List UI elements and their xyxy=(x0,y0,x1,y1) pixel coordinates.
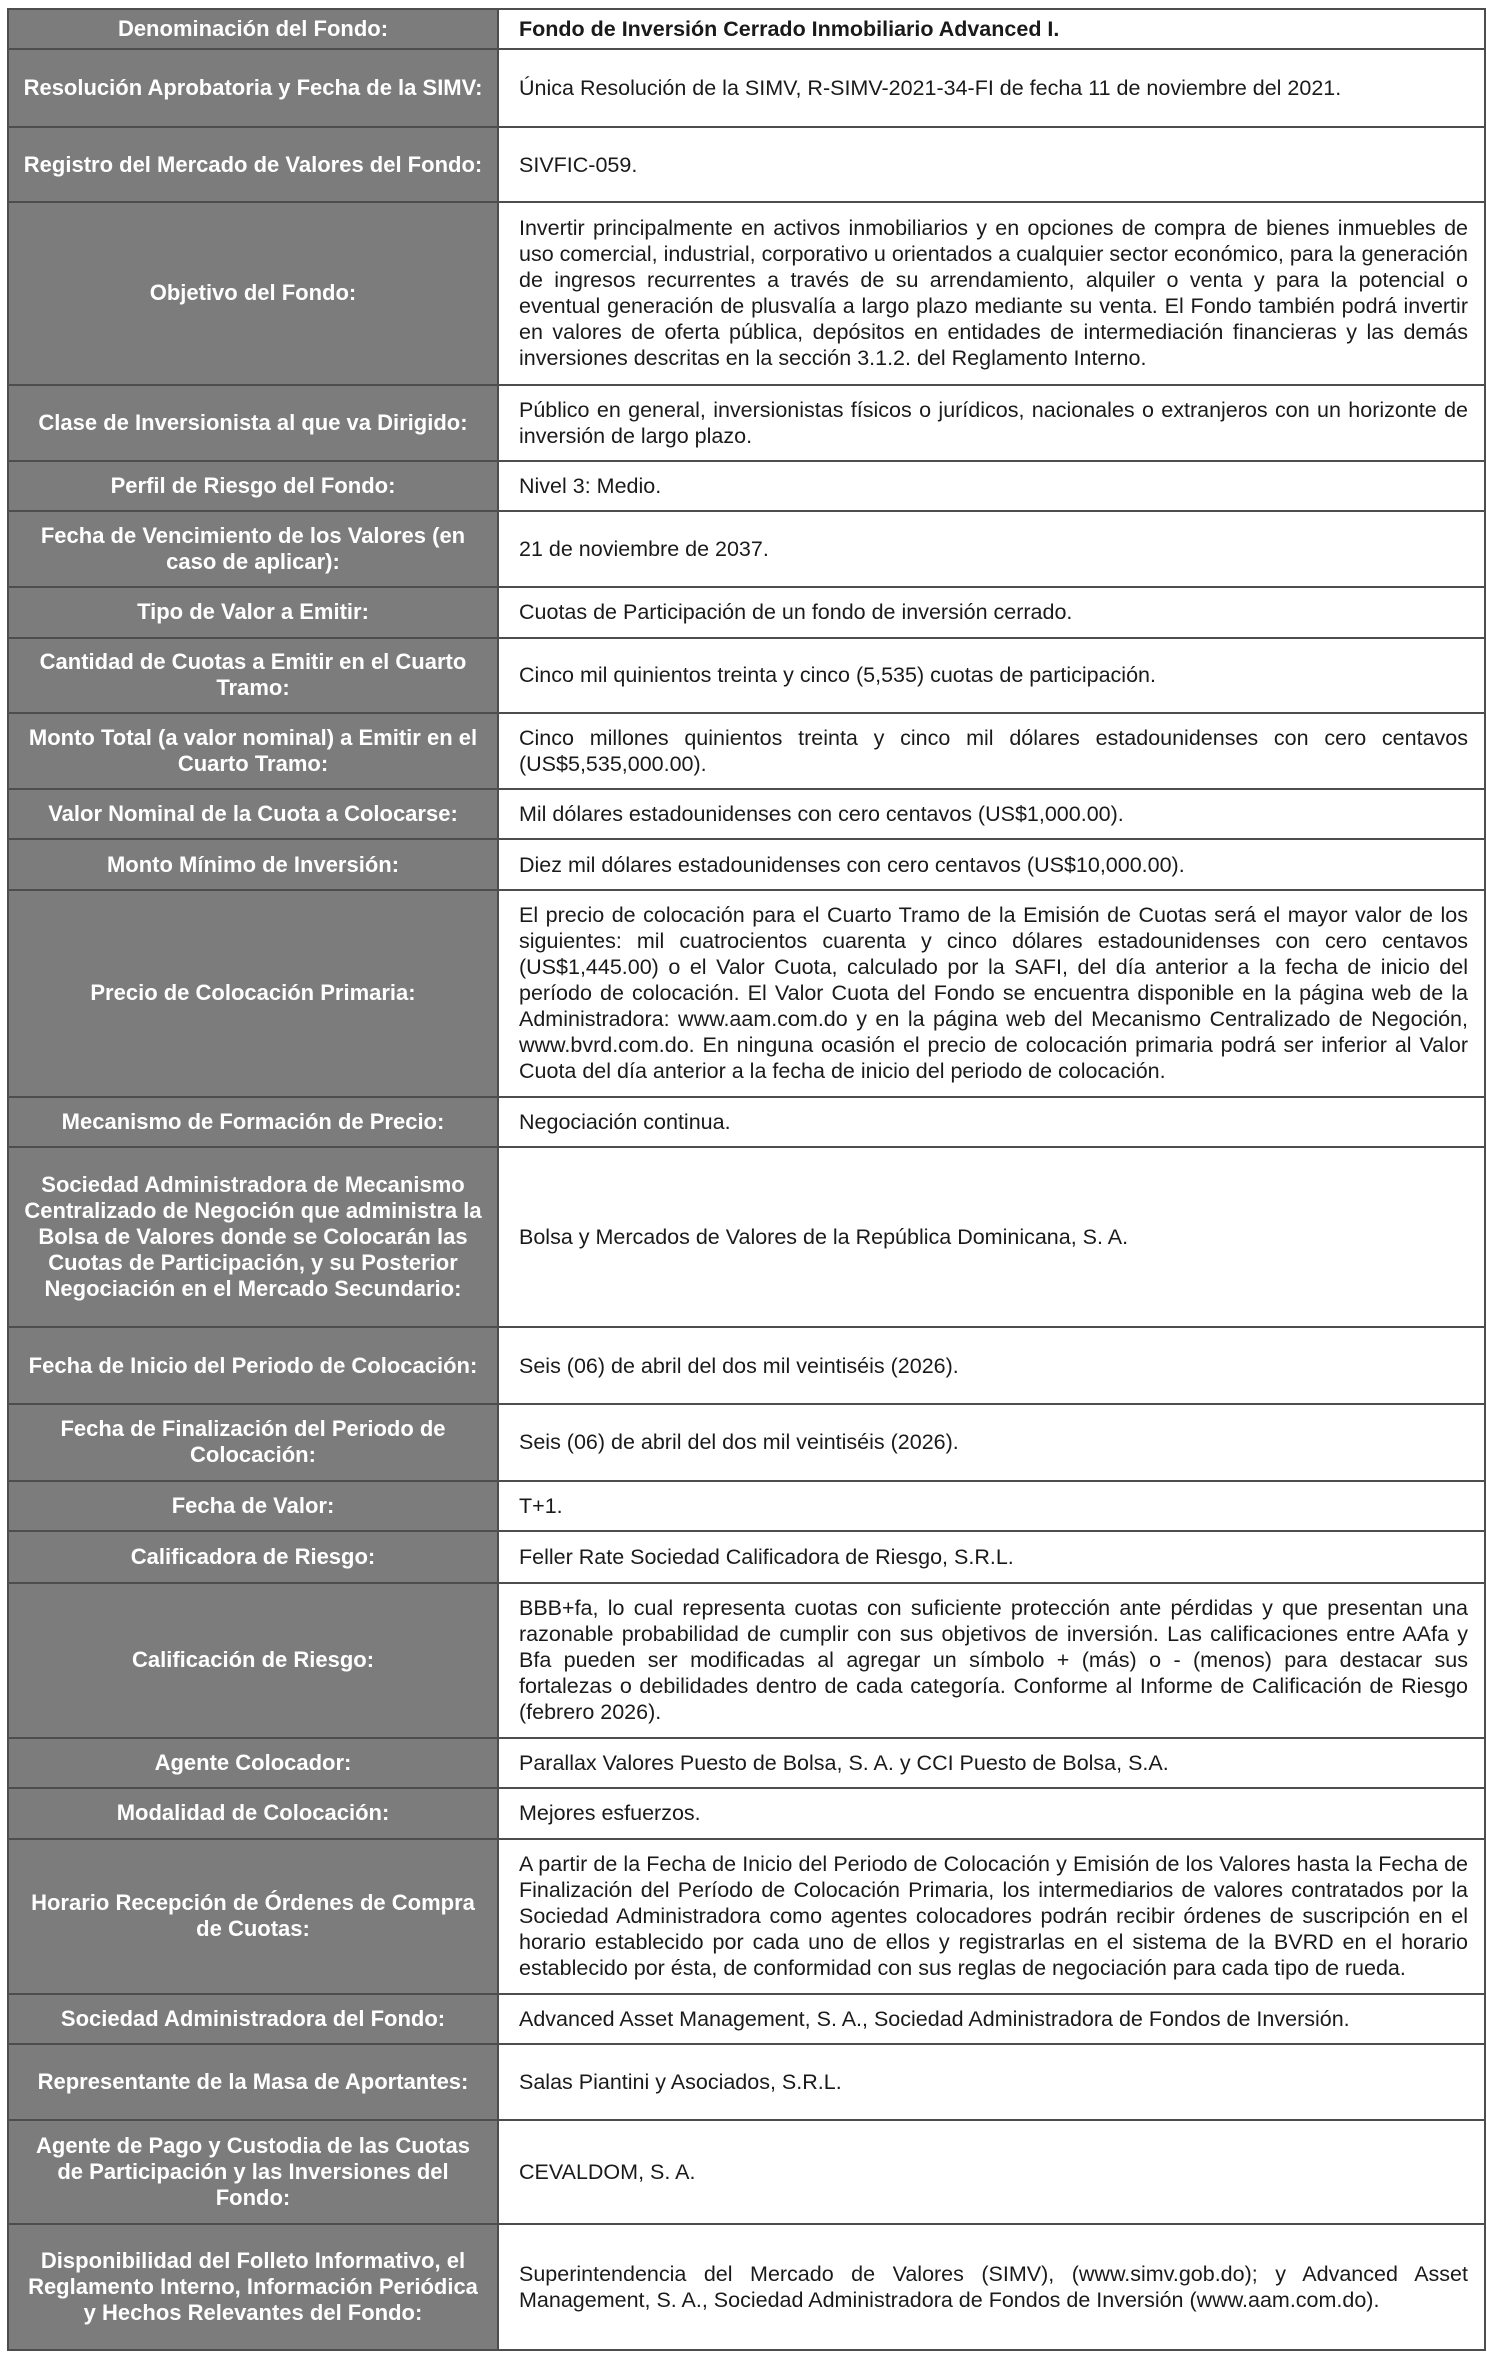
row-value: Negociación continua. xyxy=(498,1097,1485,1147)
row-value: 21 de noviembre de 2037. xyxy=(498,511,1485,587)
row-value: Seis (06) de abril del dos mil veintiséis (2026). xyxy=(498,1404,1485,1481)
table-row xyxy=(8,385,1485,461)
row-label: Sociedad Administradora del Fondo: xyxy=(8,1994,498,2044)
row-label: Agente de Pago y Custodia de las Cuotas de Participación y las Inversiones del Fondo: xyxy=(8,2120,498,2224)
row-label: Fecha de Vencimiento de los Valores (en caso de aplicar): xyxy=(8,511,498,587)
row-label: Mecanismo de Formación de Precio: xyxy=(8,1097,498,1147)
row-value: Invertir principalmente en activos inmobiliarios y en opciones de compra de bienes inmuebles de uso comercial, industrial, corporativo u orientados a cualquier sector económico, para la generación de ingresos recurrentes a través de su arrendamiento, alquiler o venta y para la potencial o eventual generación de plusvalía a largo plazo mediante su venta. El Fondo también podrá invertir en valores de oferta pública, depósitos en entidades de intermediación financieras y las demás inversiones descritas en la sección 3.1.2. del Reglamento Interno. xyxy=(498,202,1485,385)
row-value: Mejores esfuerzos. xyxy=(498,1788,1485,1838)
row-label: Cantidad de Cuotas a Emitir en el Cuarto Tramo: xyxy=(8,638,498,713)
row-label: Calificadora de Riesgo: xyxy=(8,1531,498,1582)
table-row xyxy=(8,1994,1485,2044)
row-value: Superintendencia del Mercado de Valores (SIMV), (www.simv.gob.do); y Advanced Asset Management, S. A., Sociedad Administradora de Fondos de Inversión (www.aam.com.do). xyxy=(498,2224,1485,2350)
table-row xyxy=(8,2120,1485,2224)
table-row xyxy=(8,202,1485,385)
table-row xyxy=(8,1327,1485,1403)
table-row xyxy=(8,1738,1485,1788)
row-value: Fondo de Inversión Cerrado Inmobiliario Advanced I. xyxy=(498,9,1485,49)
row-value: Público en general, inversionistas físicos o jurídicos, nacionales o extranjeros con un horizonte de inversión de largo plazo. xyxy=(498,385,1485,461)
table-row xyxy=(8,511,1485,587)
row-label: Precio de Colocación Primaria: xyxy=(8,890,498,1097)
table-row xyxy=(8,461,1485,511)
row-label: Disponibilidad del Folleto Informativo, el Reglamento Interno, Información Periódica y Hechos Relevantes del Fondo: xyxy=(8,2224,498,2350)
row-value: CEVALDOM, S. A. xyxy=(498,2120,1485,2224)
table-row xyxy=(8,638,1485,713)
row-label: Objetivo del Fondo: xyxy=(8,202,498,385)
row-label: Monto Mínimo de Inversión: xyxy=(8,839,498,889)
table-row xyxy=(8,839,1485,889)
row-label: Tipo de Valor a Emitir: xyxy=(8,587,498,637)
row-label: Calificación de Riesgo: xyxy=(8,1583,498,1739)
row-value: Mil dólares estadounidenses con cero centavos (US$1,000.00). xyxy=(498,789,1485,839)
row-value: BBB+fa, lo cual representa cuotas con suficiente protección ante pérdidas y que presentan una razonable probabilidad de cumplir con sus objetivos de inversión. Las calificaciones entre AAfa y Bfa pueden ser modificadas al agregar un símbolo + (más) o - (menos) para destacar sus fortalezas o debilidades dentro de cada categoría. Conforme al Informe de Calificación de Riesgo (febrero 2026). xyxy=(498,1583,1485,1739)
row-label: Modalidad de Colocación: xyxy=(8,1788,498,1838)
row-value: Parallax Valores Puesto de Bolsa, S. A. y CCI Puesto de Bolsa, S.A. xyxy=(498,1738,1485,1788)
row-label: Perfil de Riesgo del Fondo: xyxy=(8,461,498,511)
row-label: Fecha de Inicio del Periodo de Colocación: xyxy=(8,1327,498,1403)
table-row xyxy=(8,1481,1485,1531)
table-row xyxy=(8,1839,1485,1995)
table-row xyxy=(8,2044,1485,2119)
row-label: Denominación del Fondo: xyxy=(8,9,498,49)
row-label: Registro del Mercado de Valores del Fondo: xyxy=(8,127,498,201)
row-value: Feller Rate Sociedad Calificadora de Riesgo, S.R.L. xyxy=(498,1531,1485,1582)
row-value: Seis (06) de abril del dos mil veintiséis (2026). xyxy=(498,1327,1485,1403)
row-label: Monto Total (a valor nominal) a Emitir en el Cuarto Tramo: xyxy=(8,713,498,789)
row-label: Clase de Inversionista al que va Dirigido: xyxy=(8,385,498,461)
row-value: SIVFIC-059. xyxy=(498,127,1485,201)
row-value: Cinco millones quinientos treinta y cinco mil dólares estadounidenses con cero centavos (US$5,535,000.00). xyxy=(498,713,1485,789)
table-row xyxy=(8,890,1485,1097)
row-value: El precio de colocación para el Cuarto Tramo de la Emisión de Cuotas será el mayor valor de los siguientes: mil cuatrocientos cuarenta y cinco dólares estadounidenses con cero centavos (US$1,445.00) o el Valor Cuota, calculado por la SAFI, del día anterior a la fecha de inicio del período de colocación. El Valor Cuota del Fondo se encuentra disponible en la página web de la Administradora: www.aam.com.do y en la página web del Mecanismo Centralizado de Negoción, www.bvrd.com.do. En ninguna ocasión el precio de colocación primaria podrá ser inferior al Valor Cuota del día anterior a la fecha de inicio del periodo de colocación. xyxy=(498,890,1485,1097)
row-value: Nivel 3: Medio. xyxy=(498,461,1485,511)
row-label: Resolución Aprobatoria y Fecha de la SIMV: xyxy=(8,49,498,127)
row-label: Agente Colocador: xyxy=(8,1738,498,1788)
table-row xyxy=(8,587,1485,637)
row-value: Única Resolución de la SIMV, R-SIMV-2021-34-FI de fecha 11 de noviembre del 2021. xyxy=(498,49,1485,127)
row-value: Cuotas de Participación de un fondo de inversión cerrado. xyxy=(498,587,1485,637)
row-label: Valor Nominal de la Cuota a Colocarse: xyxy=(8,789,498,839)
table-row xyxy=(8,1404,1485,1481)
row-value: Bolsa y Mercados de Valores de la República Dominicana, S. A. xyxy=(498,1147,1485,1328)
table-row xyxy=(8,1788,1485,1838)
table-row xyxy=(8,9,1485,49)
row-value: A partir de la Fecha de Inicio del Periodo de Colocación y Emisión de los Valores hasta la Fecha de Finalización del Período de Colocación Primaria, los intermediarios de valores contratados por la Sociedad Administradora como agentes colocadores podrán recibir órdenes de suscripción en el horario establecido por cada uno de ellos y registrarlas en el sistema de la BVRD en el horario establecido por ésta, de conformidad con sus reglas de negociación para cada tipo de rueda. xyxy=(498,1839,1485,1995)
row-value: Diez mil dólares estadounidenses con cero centavos (US$10,000.00). xyxy=(498,839,1485,889)
table-row xyxy=(8,713,1485,789)
row-label: Representante de la Masa de Aportantes: xyxy=(8,2044,498,2119)
row-value: Advanced Asset Management, S. A., Sociedad Administradora de Fondos de Inversión. xyxy=(498,1994,1485,2044)
table-row xyxy=(8,1531,1485,1582)
table-row xyxy=(8,49,1485,127)
row-value: Salas Piantini y Asociados, S.R.L. xyxy=(498,2044,1485,2119)
table-row xyxy=(8,1583,1485,1739)
table-row xyxy=(8,2224,1485,2350)
table-row xyxy=(8,789,1485,839)
fund-summary-table xyxy=(7,8,1486,2351)
table-row xyxy=(8,1147,1485,1328)
table-row xyxy=(8,127,1485,201)
row-label: Horario Recepción de Órdenes de Compra de Cuotas: xyxy=(8,1839,498,1995)
row-label: Fecha de Valor: xyxy=(8,1481,498,1531)
row-value: Cinco mil quinientos treinta y cinco (5,535) cuotas de participación. xyxy=(498,638,1485,713)
table-row xyxy=(8,1097,1485,1147)
row-label: Sociedad Administradora de Mecanismo Centralizado de Negoción que administra la Bolsa de Valores donde se Colocarán las Cuotas de Participación, y su Posterior Negociación en el Mercado Secundario: xyxy=(8,1147,498,1328)
row-value: T+1. xyxy=(498,1481,1485,1531)
row-label: Fecha de Finalización del Periodo de Colocación: xyxy=(8,1404,498,1481)
